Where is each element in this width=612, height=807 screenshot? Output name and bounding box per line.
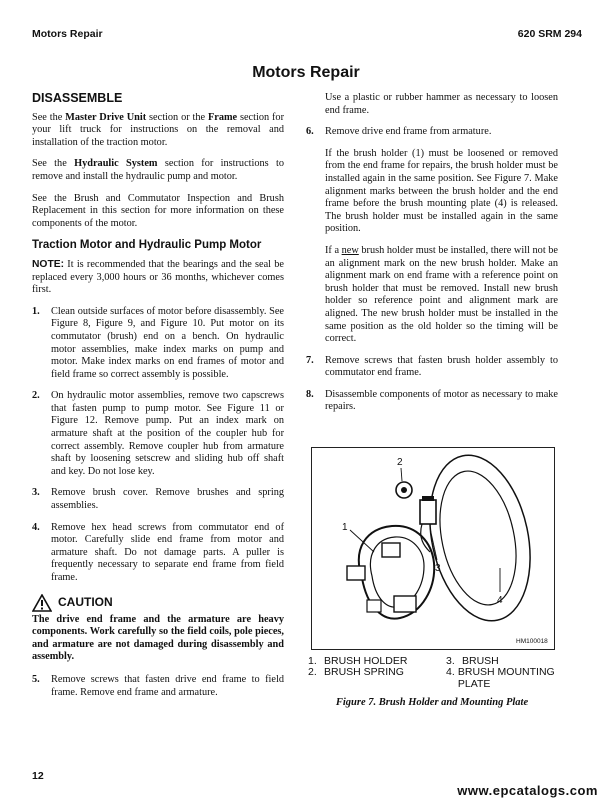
legend-item-1: 1. BRUSH HOLDER bbox=[308, 655, 408, 667]
watermark: www.epcatalogs.com bbox=[457, 783, 598, 798]
left-column bbox=[32, 92, 284, 708]
callout-4: 4 bbox=[497, 595, 503, 606]
leader-line-2 bbox=[401, 468, 402, 481]
brush-block-top bbox=[422, 496, 434, 501]
figure-7-illustration bbox=[311, 447, 555, 650]
legend-item-2: 2. BRUSH SPRING bbox=[308, 666, 404, 678]
step-8: 8. Disassemble components of motor as necessary to make repairs. bbox=[306, 388, 558, 413]
page-title: Motors Repair bbox=[252, 64, 360, 81]
step-3: 3. Remove brush cover. Remove brushes and spring assemblies. bbox=[32, 487, 284, 512]
section-heading-disassemble: DISASSEMBLE bbox=[32, 91, 123, 105]
callout-1: 1 bbox=[342, 522, 348, 533]
paragraph-brush-inspection: See the Brush and Commutator Inspection and Brush Replacement in this section for more information on these components of the motor. bbox=[32, 192, 284, 229]
step-5: 5. Remove screws that fasten drive end frame to field frame. Remove end frame and armature. bbox=[32, 673, 284, 698]
note: NOTE: It is recommended that the bearings and the seal be replaced every 3,000 hours or 36 months, whichever comes first. bbox=[32, 258, 284, 296]
legend-item-4: 4. BRUSH MOUNTING PLATE bbox=[446, 666, 555, 690]
caution-title: CAUTION bbox=[58, 595, 113, 610]
right-column bbox=[306, 92, 558, 423]
callout-2: 2 bbox=[397, 457, 403, 468]
paragraph-master-drive: See the Master Drive Unit section or the Frame section for your lift truck for instructions on the removal and installation of the traction motor. bbox=[32, 111, 284, 148]
figure-code: HM100018 bbox=[516, 638, 548, 645]
paragraph-hydraulic-system: See the Hydraulic System section for instructions to remove and install the hydraulic pump and motor. bbox=[32, 158, 285, 182]
brush-block bbox=[420, 500, 436, 524]
running-header-left: Motors Repair bbox=[32, 28, 103, 40]
brush-box-left bbox=[347, 566, 365, 580]
brush-box-bottom bbox=[394, 596, 416, 612]
running-header-right: 620 SRM 294 bbox=[517, 28, 582, 40]
brush-box-lower-left bbox=[367, 600, 381, 612]
brush-spring-center bbox=[401, 487, 407, 493]
caution-text: The drive end frame and the armature are heavy components. Work carefully so the field coils, pole pieces, and armature are not damaged during disassembly and assembly. bbox=[32, 613, 284, 663]
step-2: 2. On hydraulic motor assemblies, remove two capscrews that fasten pump to pump motor. See Figure 11 or Figure 12. Remove pump. Put an index mark on armature shaft at the position of the coupler hub for correct assembly. Remove coupler hub from armature shaft by loosening setscrew and sliding hub off shaft and key. Do not lose key. bbox=[32, 390, 284, 477]
step-5-continued: Use a plastic or rubber hammer as necessary to loosen end frame. bbox=[325, 92, 558, 116]
caution-header bbox=[32, 594, 284, 612]
step-6-paragraph-2: If a new brush holder must be installed, there will not be an alignment mark on the new brush holder. Make an alignment mark on end frame with a reference point on brush holder that must be removed. Install new brush holder so reference point and alignment mark are aligned. The new brush holder must be installed in the same position as the old holder so the timing will be correct. bbox=[325, 244, 558, 345]
subsection-heading-traction: Traction Motor and Hydraulic Pump Motor bbox=[32, 239, 262, 252]
legend-item-3: 3. BRUSH bbox=[446, 655, 499, 667]
brush-holder-drawing bbox=[312, 448, 554, 649]
step-6: 6. Remove drive end frame from armature. bbox=[306, 126, 492, 138]
step-6-paragraph-1: If the brush holder (1) must be loosened or removed from the end frame for repairs, the brush holder must be installed again in the same position. See Figure 7. Make alignment marks between the brush holder and the end frame before the brush mounting plate (4) is released. The brush holder must be installed again in the same position. bbox=[325, 147, 558, 235]
warning-triangle-icon bbox=[32, 594, 52, 612]
callout-3: 3 bbox=[435, 563, 441, 574]
brush-box-top bbox=[382, 543, 400, 557]
figure-caption: Figure 7. Brush Holder and Mounting Plate bbox=[335, 697, 529, 708]
step-7: 7. Remove screws that fasten brush holder assembly to commutator end frame. bbox=[306, 354, 558, 379]
step-4: 4. Remove hex head screws from commutator end of motor. Carefully slide end frame from motor and armature shaft. Do not damage parts. A puller is frequently necessary to separate end frame from field frame. bbox=[32, 521, 284, 583]
step-1: 1. Clean outside surfaces of motor before disassembly. See Figure 8, Figure 9, and Figure 10. Put motor on its commutator (brush) end on a bench. On hydraulic motor assemblies, make index marks on pump and motor. Make index marks on end frames of motor and field frame so correct assembly is possible. bbox=[32, 305, 284, 380]
page-number: 12 bbox=[32, 770, 44, 782]
